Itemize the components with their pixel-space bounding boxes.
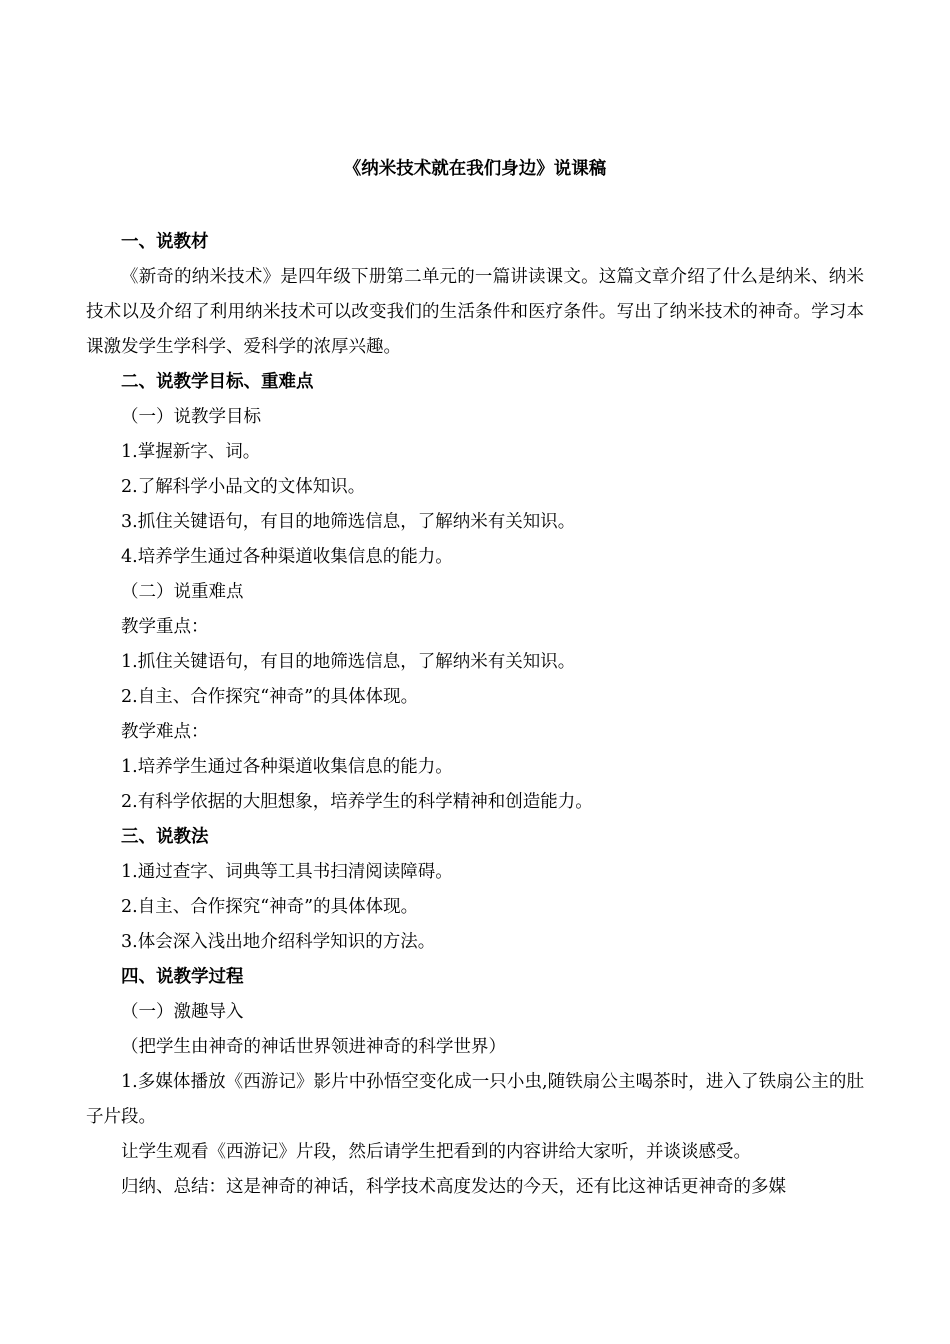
key-point-item: 2.自主、合作探究“神奇”的具体体现。 — [121, 687, 419, 707]
difficult-points-label: 教学难点： — [121, 722, 209, 742]
goal-item: 2.了解科学小品文的文体知识。 — [121, 477, 366, 497]
goal-item: 4.培养学生通过各种渠道收集信息的能力。 — [121, 547, 453, 567]
textbook-paragraph: 《新奇的纳米技术》是四年级下册第二单元的一篇讲读课文。这篇文章介绍了什么是纳米、纳米技术以及介绍了利用纳米技术可以改变我们的生活条件和医疗条件。写出了纳米技术的神奇。学习本课激发学生学科学、爱科学的浓厚兴趣。 — [86, 267, 864, 357]
document-title: 《纳米技术就在我们身边》说课稿 — [343, 159, 607, 179]
process-summary-paragraph: 归纳、总结：这是神奇的神话，科学技术高度发达的今天，还有比这神话更神奇的多媒 — [121, 1177, 786, 1197]
method-item: 2.自主、合作探究“神奇”的具体体现。 — [121, 897, 419, 917]
goal-item: 1.掌握新字、词。 — [121, 442, 261, 462]
process-step-paragraph: 1.多媒体播放《西游记》影片中孙悟空变化成一只小虫,随铁扇公主喝茶时，进入了铁扇公主的肚子片段。 — [86, 1072, 864, 1127]
introduction-note: （把学生由神奇的神话世界领进神奇的科学世界） — [121, 1037, 506, 1057]
key-point-item: 1.抓住关键语句，有目的地筛选信息，了解纳米有关知识。 — [121, 652, 576, 672]
subheading-teaching-goals: （一）说教学目标 — [121, 407, 261, 427]
section-heading-textbook: 一、说教材 — [121, 232, 209, 252]
difficult-point-item: 1.培养学生通过各种渠道收集信息的能力。 — [121, 757, 453, 777]
goal-item: 3.抓住关键语句，有目的地筛选信息，了解纳米有关知识。 — [121, 512, 576, 532]
document-body — [86, 225, 864, 1205]
method-item: 3.体会深入浅出地介绍科学知识的方法。 — [121, 932, 436, 952]
subheading-introduction: （一）激趣导入 — [121, 1002, 244, 1022]
process-step-paragraph: 让学生观看《西游记》片段，然后请学生把看到的内容讲给大家听，并谈谈感受。 — [121, 1142, 751, 1162]
key-points-label: 教学重点： — [121, 617, 209, 637]
difficult-point-item: 2.有科学依据的大胆想象，培养学生的科学精神和创造能力。 — [121, 792, 593, 812]
method-item: 1.通过查字、词典等工具书扫清阅读障碍。 — [121, 862, 453, 882]
section-heading-methods: 三、说教法 — [121, 827, 209, 847]
section-heading-process: 四、说教学过程 — [121, 967, 244, 987]
subheading-key-difficult: （二）说重难点 — [121, 582, 244, 602]
section-heading-goals: 二、说教学目标、重难点 — [121, 372, 314, 392]
